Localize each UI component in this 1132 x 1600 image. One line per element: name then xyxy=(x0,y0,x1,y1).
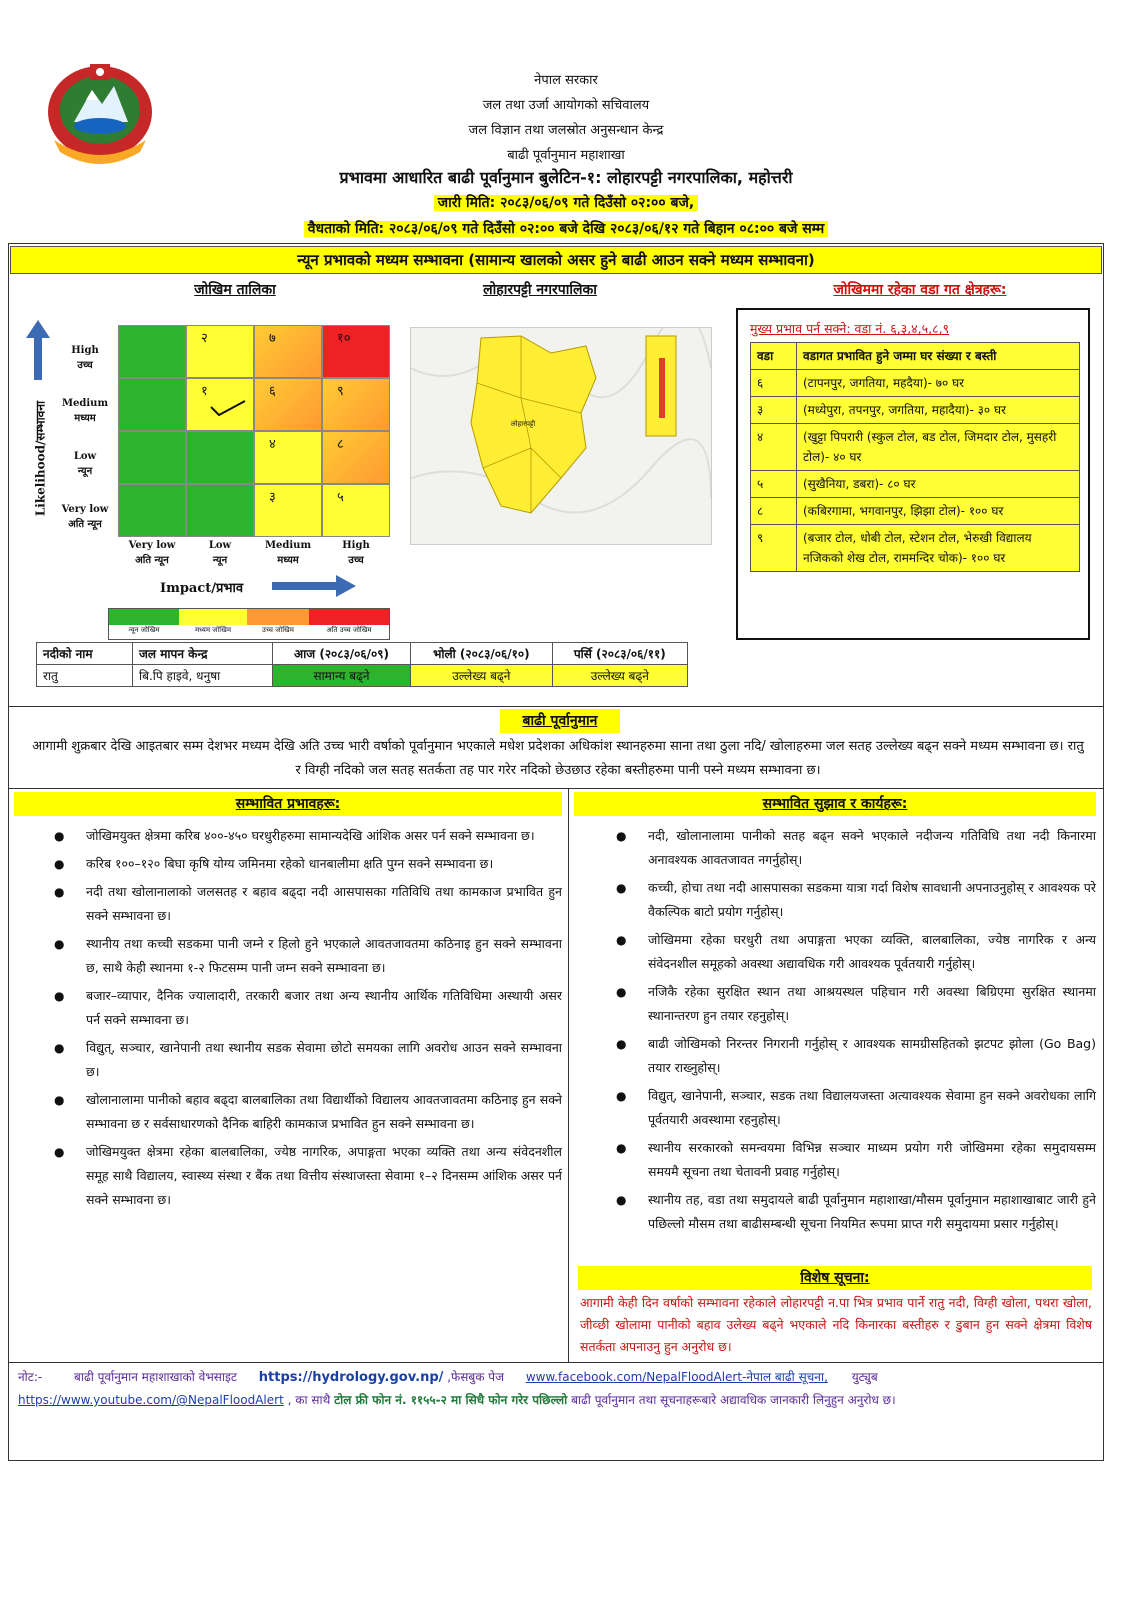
col-label-very-low: Very low अति न्यून xyxy=(128,540,176,566)
header-line-4: बाढी पूर्वानुमान महाशाखा xyxy=(507,148,625,163)
legend-label: न्यून जोखिम xyxy=(128,626,160,634)
y-axis-arrow xyxy=(26,320,50,384)
river-head: जल मापन केन्द्र xyxy=(133,643,273,665)
note-label: नोट:- xyxy=(18,1370,43,1384)
row-label-medium: Medium मध्यम xyxy=(61,398,109,424)
list-item: ● स्थानीय तह, वडा तथा समुदायले बाढी पूर्वानुमान महाशाखा/मौसम पूर्वानुमान महाशाखाबाट जारी हुने पछिल्लो मौसम तथा बाढीसम्बन्धी सूचना नियमित रूपमा प्राप्त गरी समुदायमा प्रसार गर्नुहोस्। xyxy=(572,1188,1096,1236)
table-row: ६ (टापनपुर, जगतिया, महदैया)- ७० घर xyxy=(751,370,1080,397)
x-axis-arrow xyxy=(272,575,356,601)
header-line-1: नेपाल सरकार xyxy=(534,73,598,88)
municipality-map xyxy=(410,327,712,545)
list-item: ● स्थानीय सरकारको समन्वयमा विभिन्न सञ्चार माध्यम प्रयोग गरी जोखिममा रहेका समुदायसम्म समयमै सूचना तथा चेतावनी प्रवाह गर्नुहोस्। xyxy=(572,1136,1096,1184)
impacts-list xyxy=(10,824,562,1216)
facebook-label: ,फेसबुक पेज xyxy=(447,1370,505,1384)
check-mark-icon xyxy=(209,397,249,417)
matrix-cell xyxy=(118,325,186,378)
list-item: ● जोखिममा रहेका घरधुरी तथा अपाङ्गता भएका व्यक्ति, बालबालिका, ज्येष्ठ नागरिक र अन्य संवेदनशील समूहको अवस्था अद्यावधिक गरी आवश्यक पूर्वतयारी गर्नुहोस्। xyxy=(572,928,1096,976)
river-head: पर्सि (२०८३/०६/११) xyxy=(552,643,687,665)
y-axis-label: Likelihood/सम्भावना xyxy=(33,400,48,517)
matrix-cell: २ xyxy=(186,325,254,378)
matrix-cell: ५ xyxy=(322,484,390,537)
list-item: ● विद्युत्, खानेपानी, सञ्चार, सडक तथा विद्यालयजस्ता अत्यावश्यक सेवामा हुन सक्ने अवरोधका लागि पूर्वतयारी अवस्थामा रहनुहोस्। xyxy=(572,1084,1096,1132)
bulletin-title: प्रभावमा आधारित बाढी पूर्वानुमान बुलेटिन-१: लोहारपट्टी नगरपालिका, महोत्तरी xyxy=(339,168,793,187)
risk-banner: न्यून प्रभावको मध्यम सम्भावना (सामान्य खालको असर हुने बाढी आउन सक्ने मध्यम सम्भावना) xyxy=(10,246,1102,274)
special-title: विशेष सूचना: xyxy=(578,1266,1092,1290)
river-head: भोली (२०८३/०६/१०) xyxy=(411,643,553,665)
validity-date: वैधताको मिति: २०८३/०६/०९ गते दिउँसो ०२:०० बजे देखि २०८३/०६/१२ गते बिहान ०८:०० बजे सम्म xyxy=(304,221,829,237)
matrix-cell xyxy=(118,378,186,431)
map-title: लोहारपट्टी नगरपालिका xyxy=(483,282,597,298)
list-item: ● कच्ची, होचा तथा नदी आसपासका सडकमा यात्रा गर्दा विशेष सावधानी अपनाउनुहोस् र आवश्यक परे वैकल्पिक बाटो प्रयोग गर्नुहोस्। xyxy=(572,876,1096,924)
list-item: ● नजिकै रहेका सुरक्षित स्थान तथा आश्रयस्थल पहिचान गरी अवस्था बिग्रिएमा सुरक्षित स्थानमा स्थानान्तरण हुन तयार रहनुहोस्। xyxy=(572,980,1096,1028)
special-text: आगामी केही दिन वर्षाको सम्भावना रहेकाले लोहारपट्टी न.पा भित्र प्रभाव पार्ने रातु नदी, विग्ही खोला, पथरा खोला, जीव्छी खोलामा पानीको बहाव उलेख्य बढ्ने भएकाले नदि किनारका बस्तीहरु र डुबान हुन सक्ने क्षेत्रमा विशेष सतर्कता अपनाउनु हुन अनुरोध छ। xyxy=(580,1295,1092,1354)
matrix-title: जोखिम तालिका xyxy=(194,282,276,298)
row-label-very-low: Very low अति न्यून xyxy=(61,504,109,530)
list-item: ● खोलानालामा पानीको बहाव बढ्दा बालबालिका तथा विद्यार्थीको विद्यालय आवतजावतमा कठिनाइ हुन सक्ने सम्भावना छ र सर्वसाधारणको दैनिक बाहिरी कामकाज प्रभावित हुन सक्ने सम्भावना छ। xyxy=(10,1088,562,1136)
list-item: ● बाढी जोखिमको निरन्तर निगरानी गर्नुहोस् र आवश्यक सामग्रीसहितको झटपट झोला (Go Bag) तयार राख्नुहोस्। xyxy=(572,1032,1096,1080)
list-item: ● नदी, खोलानालामा पानीको सतह बढ्न सक्ने भएकाले नदीजन्य गतिविधि तथा नदी किनारमा अनावश्यक आवतजावत नगर्नुहोस्। xyxy=(572,824,1096,872)
list-item: ● स्थानीय तथा कच्ची सडकमा पानी जम्ने र हिलो हुने भएकाले आवतजावतमा कठिनाइ हुन सक्ने सम्भावना छ, साथै केही स्थानमा १-२ फिटसम्म पानी जम्न सक्ने सम्भावना छ। xyxy=(10,932,562,980)
impacts-title: सम्भावित प्रभावहरू: xyxy=(14,792,562,816)
col-label-high: High उच्च xyxy=(342,540,370,566)
river-forecast-table xyxy=(36,642,688,687)
ward-box xyxy=(736,308,1090,640)
legend-label: मध्यम जोखिम xyxy=(194,626,232,634)
footer-note xyxy=(18,1366,1094,1411)
matrix-cell: ४ xyxy=(254,431,322,484)
matrix-legend xyxy=(108,608,390,640)
list-item: ● जोखिमयुक्त क्षेत्रमा रहेका बालबालिका, ज्येष्ठ नागरिक, अपाङ्गता भएका व्यक्ति तथा अन्य संवेदनशील समूह साथै विद्यालय, स्वास्थ्य संस्था र बैंक तथा वित्तीय संस्थाजस्ता सेवामा १–२ दिनसम्म आंशिक असर पर्न सक्ने सम्भावना छ। xyxy=(10,1140,562,1212)
river-head: आज (२०८३/०६/०९) xyxy=(273,643,411,665)
matrix-cell: ८ xyxy=(322,431,390,484)
header-line-3: जल विज्ञान तथा जलस्रोत अनुसन्धान केन्द्र xyxy=(468,123,664,138)
map-label: लोहारपट्टी xyxy=(511,420,536,428)
x-axis-label: Impact/प्रभाव xyxy=(160,581,244,596)
footer-tail-1: , का साथै xyxy=(287,1393,331,1407)
youtube-link[interactable]: https://www.youtube.com/@NepalFloodAlert xyxy=(18,1393,284,1407)
matrix-cell: ७ xyxy=(254,325,322,378)
col-label-medium: Medium मध्यम xyxy=(264,540,312,566)
matrix-cell: १० xyxy=(322,325,390,378)
advice-list xyxy=(572,824,1096,1240)
matrix-cell xyxy=(186,431,254,484)
note-text: बाढी पूर्वानुमान महाशाखाको वेभसाइट xyxy=(74,1370,237,1384)
table-row: ५ (सुखैनिया, डबरा)- ८० घर xyxy=(751,471,1080,498)
list-item: ● विद्युत्, सञ्चार, खानेपानी तथा स्थानीय सडक सेवामा छोटो समयका लागि अवरोध आउन सक्ने सम्भावना छ। xyxy=(10,1036,562,1084)
matrix-cell: ९ xyxy=(322,378,390,431)
wards-title: जोखिममा रहेका वडा गत क्षेत्रहरू: xyxy=(833,282,1007,298)
matrix-cell-selected: १ xyxy=(186,378,254,431)
table-row: ९ (बजार टोल, धोबी टोल, स्टेशन टोल, भेरुखी विद्यालय नजिकको शेख टोल, राममन्दिर चोक)- १०० घर xyxy=(751,525,1080,572)
table-row: ४ (खुट्टा पिपरारी (स्कुल टोल, बड टोल, जिमदार टोल, मुसहरी टोल)- ४० घर xyxy=(751,424,1080,471)
facebook-link[interactable]: www.facebook.com/NepalFloodAlert-नेपाल बाढी सूचना, xyxy=(525,1370,828,1384)
matrix-cell xyxy=(118,484,186,537)
forecast-text: आगामी शुक्रबार देखि आइतबार सम्म देशभर मध्यम देखि अति उच्च भारी वर्षाको पूर्वानुमान भएकाले मधेश प्रदेशका अधिकांश स्थानहरुमा साना तथा ठुला नदि/ खोलाहरुमा जल सतह उल्लेख्य बढ्न सक्ने मध्यम सम्भावना छ। रातु र विग्ही नदिको जल सतह सतर्कता तह पार गरेर नदिको छेउछाउ रहेका बस्तीहरुमा पानी पस्ने मध्यम सम्भावना छ। xyxy=(32,739,1084,778)
main-affected-wards: मुख्य प्रभाव पर्न सक्ने: वडा नं. ६,३,४,५,८,९ xyxy=(750,321,950,336)
legend-label: उच्च जोखिम xyxy=(262,626,294,634)
matrix-cell xyxy=(186,484,254,537)
footer-tail-2: टोल फ्री फोन नं. ११५५-२ मा सिधै फोन गरेर पछिल्लो xyxy=(334,1393,568,1407)
legend-label: अति उच्च जोखिम xyxy=(326,626,372,634)
table-row: ८ (कबिरगामा, भगवानपुर, झिझा टोल)- १०० घर xyxy=(751,498,1080,525)
table-row: रातु बि.पि हाइवे, धनुषा सामान्य बढ्ने उल्लेख्य बढ्ने उल्लेख्य बढ्ने xyxy=(37,665,688,687)
issue-date: जारी मिति: २०८३/०६/०९ गते दिउँसो ०२:०० बजे, xyxy=(434,195,698,211)
footer-tail-3: बाढी पूर्वानुमान तथा सूचनाहरूबारे अद्यावधिक जानकारी लिनुहुन अनुरोध छ। xyxy=(571,1393,896,1407)
list-item: ● जोखिमयुक्त क्षेत्रमा करिब ४००-४५० घरधुरीहरुमा सामान्यदेखि आंशिक असर पर्न सक्ने सम्भावना छ। xyxy=(10,824,562,848)
advice-title: सम्भावित सुझाव र कार्यहरू: xyxy=(574,792,1096,816)
table-row: ३ (मध्येपुरा, तपनपुर, जगतिया, महादैया)- ३० घर xyxy=(751,397,1080,424)
matrix-cell xyxy=(118,431,186,484)
ward-table xyxy=(750,342,1080,572)
row-label-high: High उच्च xyxy=(71,345,99,371)
ward-table-head: वडा xyxy=(751,343,797,370)
matrix-cell: ६ xyxy=(254,378,322,431)
list-item: ● बजार–व्यापार, दैनिक ज्यालादारी, तरकारी बजार तथा अन्य स्थानीय आर्थिक गतिविधिमा अस्थायी असर पर्न सक्ने सम्भावना छ। xyxy=(10,984,562,1032)
header-line-2: जल तथा उर्जा आयोगको सचिवालय xyxy=(482,98,650,113)
website-link[interactable]: https://hydrology.gov.np/ xyxy=(258,1370,444,1385)
col-label-low: Low न्यून xyxy=(208,540,232,566)
forecast-title: बाढी पूर्वानुमान xyxy=(500,709,620,733)
youtube-label: युट्युब xyxy=(851,1370,878,1384)
ward-table-head: वडागत प्रभावित हुने जम्मा घर संख्या र बस्ती xyxy=(797,343,1080,370)
list-item: ● करिब १००–१२० बिघा कृषि योग्य जमिनमा रहेको धानबालीमा क्षति पुग्न सक्ने सम्भावना छ। xyxy=(10,852,562,876)
matrix-cell: ३ xyxy=(254,484,322,537)
row-label-low: Low न्यून xyxy=(73,451,97,477)
list-item: ● नदी तथा खोलानालाको जलसतह र बहाव बढ्दा नदी आसपासका गतिविधि तथा कामकाज प्रभावित हुन सक्ने सम्भावना छ। xyxy=(10,880,562,928)
river-head: नदीको नाम xyxy=(37,643,133,665)
